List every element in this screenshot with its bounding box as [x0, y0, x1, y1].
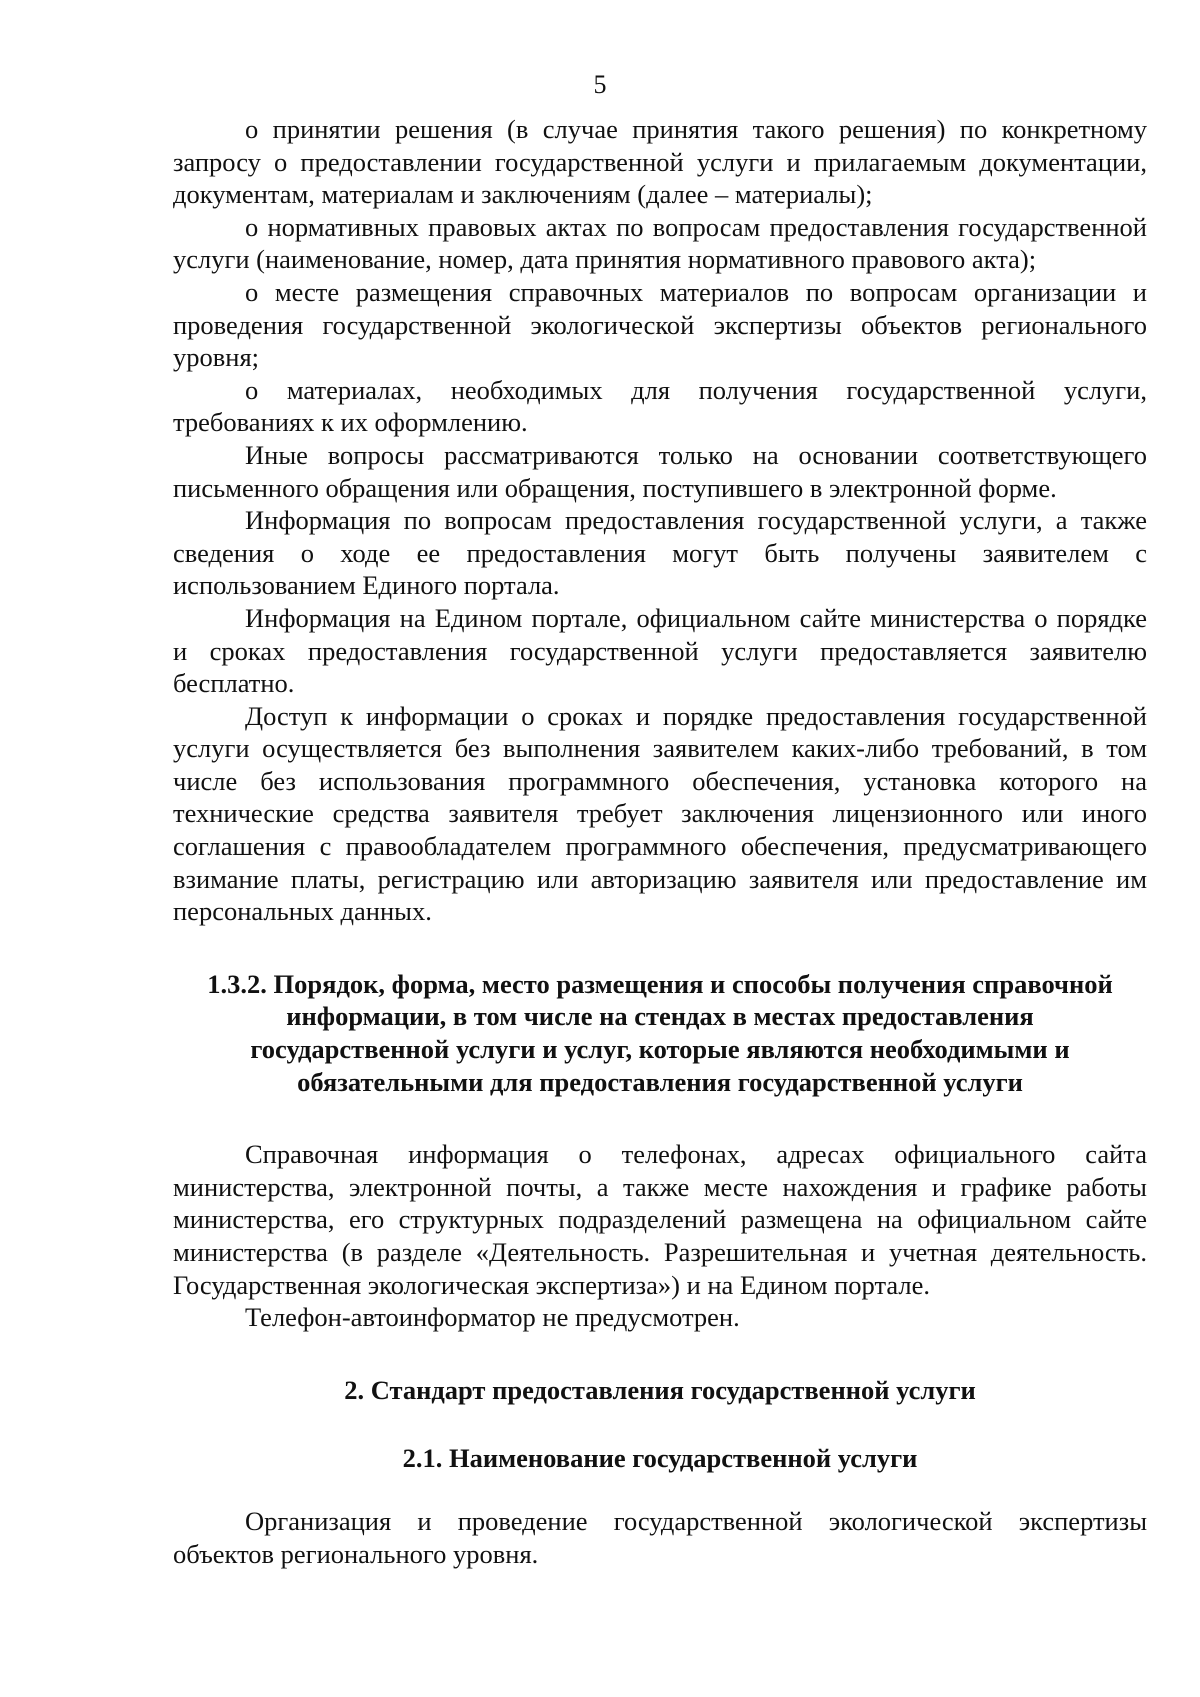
paragraph-other-questions: Иные вопросы рассматриваются только на основании соответствующего письменного обращения или обращения, поступившего в электронной форме. — [173, 439, 1147, 503]
paragraph-decision: о принятии решения (в случае принятия такого решения) по конкретному запросу о предоставлении государственной услуги и прилагаемым документации, документам, материалам и заключениям (далее – материалы); — [173, 114, 1147, 210]
paragraph-information-progress: Информация по вопросам предоставления государственной услуги, а также сведения о ходе ее предоставления могут быть получены заявителем с использованием Единого портала. — [173, 505, 1147, 601]
page-number: 5 — [593, 70, 607, 99]
paragraph-free-information: Информация на Едином портале, официальном сайте министерства о порядке и сроках предоставления государственной услуги предоставляется заявителю бесплатно. — [173, 602, 1147, 699]
paragraph-service-name: Организация и проведение государственной экологической экспертизы объектов регионального уровня. — [173, 1505, 1147, 1569]
paragraph-normative-acts: о нормативных правовых актах по вопросам предоставления государственной услуги (наименование, номер, дата принятия нормативного правового акта); — [173, 211, 1147, 275]
section-heading-1-3-2: 1.3.2. Порядок, форма, место размещения и способы получения справочной информации, в том числе на стендах в местах предоставления государственной услуги и услуг, которые являются необходимыми и обязательными для предоставления государственной услуги — [207, 968, 1113, 1097]
paragraph-access-information: Доступ к информации о сроках и порядке предоставления государственной услуги осуществляется без выполнения заявителем каких-либо требований, в том числе без использования программного обеспечения, установка которого на технические средства заявителя требует заключения лицензионного или иного соглашения с правообладателем программного обеспечения, предусматривающего взимание платы, регистрацию или авторизацию заявителя или предоставление им персональных данных. — [173, 700, 1147, 927]
paragraph-reference-info: Справочная информация о телефонах, адресах официального сайта министерства, электронной почты, а также месте нахождения и графике работы министерства, его структурных подразделений размещена на официальном сайте министерства (в разделе «Деятельность. Разрешительная и учетная деятельность. Государственная экологическая экспертиза») и на Едином портале. — [173, 1139, 1147, 1300]
section-heading-2: 2. Стандарт предоставления государственной услуги — [344, 1374, 976, 1405]
paragraph-reference-materials: о месте размещения справочных материалов по вопросам организации и проведения государственной экологической экспертизы объектов регионального уровня; — [173, 276, 1147, 373]
paragraph-autoinformer: Телефон-автоинформатор не предусмотрен. — [245, 1302, 740, 1333]
paragraph-required-materials: о материалах, необходимых для получения государственной услуги, требованиях к их оформлению. — [173, 374, 1147, 438]
section-heading-2-1: 2.1. Наименование государственной услуги — [402, 1443, 918, 1474]
page-content — [173, 113, 1147, 1570]
